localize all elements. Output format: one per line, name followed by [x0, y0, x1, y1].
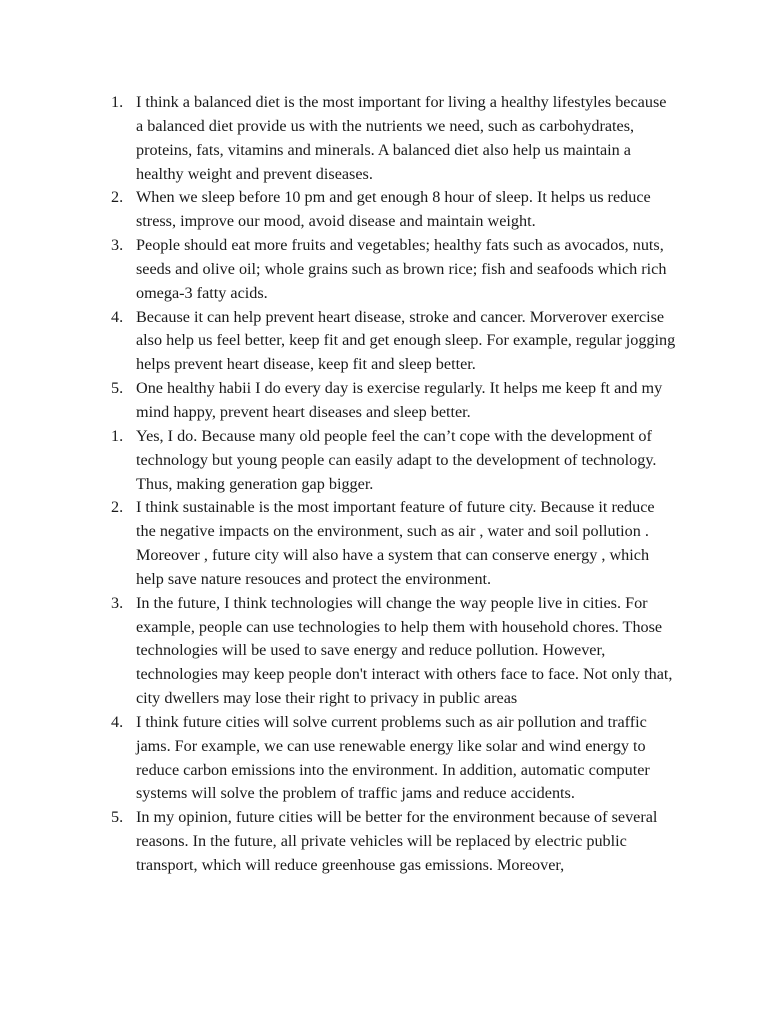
list-item-number: 1.: [111, 426, 124, 445]
list-item-number: 2.: [111, 498, 124, 517]
list-item-number: 5.: [111, 808, 124, 827]
list-item-text: People should eat more fruits and vegetables; healthy fats such as avocados, nuts, seeds and olive oil; whole grains such as brown rice; fish and seafoods which rich omega-3 fatty acids.: [136, 236, 667, 302]
list-item-text: I think sustainable is the most important feature of future city. Because it reduce the negative impacts on the environment, such as air , water and soil pollution . Moreover , future city will also have a system that can conserve energy , which help save nature resouces and protect the environment.: [136, 498, 655, 588]
list-item-number: 4.: [111, 712, 124, 731]
list-item: [0, 186, 677, 234]
list-item: [0, 306, 677, 378]
list-item: [0, 592, 677, 711]
list-item-number: 4.: [111, 307, 124, 326]
list-item: [0, 806, 677, 878]
list-item-number: 2.: [111, 188, 124, 207]
list-item-text: One healthy habii I do every day is exercise regularly. It helps me keep ft and my mind happy, prevent heart diseases and sleep better.: [136, 379, 663, 421]
list-item: [0, 91, 677, 186]
list-item-number: 5.: [111, 379, 124, 398]
list-item: [0, 425, 677, 497]
list-item: [0, 234, 677, 306]
list-item-number: 3.: [111, 593, 124, 612]
list-item: [0, 711, 677, 806]
list-item-number: 3.: [111, 236, 124, 255]
list-item-text: Because it can help prevent heart disease, stroke and cancer. Morverover exercise also help us feel better, keep fit and get enough sleep. For example, regular jogging helps prevent heart disease, keep fit and sleep better.: [136, 307, 676, 374]
list-item-text: I think future cities will solve current problems such as air pollution and traffic jams. For example, we can use renewable energy like solar and wind energy to reduce carbon emissions into the environment. In addition, automatic computer systems will solve the problem of traffic jams and reduce accidents.: [136, 712, 650, 803]
list-item-text: I think a balanced diet is the most important for living a healthy lifestyles because a balanced diet provide us with the nutrients we need, such as carbohydrates, proteins, fats, vitamins and minerals. A balanced diet also help us maintain a healthy weight and prevent diseases.: [136, 93, 667, 183]
answer-list-future-cities: [0, 425, 768, 878]
document-page: [0, 91, 768, 878]
list-item-text: When we sleep before 10 pm and get enough 8 hour of sleep. It helps us reduce stress, improve our mood, avoid disease and maintain weight.: [136, 188, 651, 231]
answer-list-health: [0, 91, 768, 425]
list-item-number: 1.: [111, 93, 124, 111]
list-item: [0, 377, 677, 425]
list-item-text: Yes, I do. Because many old people feel the can’t cope with the development of technology but young people can easily adapt to the development of technology. Thus, making generation gap bigger.: [136, 426, 657, 493]
list-item: [0, 496, 677, 591]
list-item-text: In the future, I think technologies will change the way people live in cities. For example, people can use technologies to help them with household chores. Those technologies will be used to save energy and reduce pollution. However, technologies may keep people don't interact with others face to face. Not only that, city dwellers may lose their right to privacy in public areas: [136, 593, 673, 708]
list-item-text: In my opinion, future cities will be better for the environment because of several reasons. In the future, all private vehicles will be replaced by electric public transport, which will reduce greenhouse gas emissions. Moreover,: [136, 808, 658, 874]
